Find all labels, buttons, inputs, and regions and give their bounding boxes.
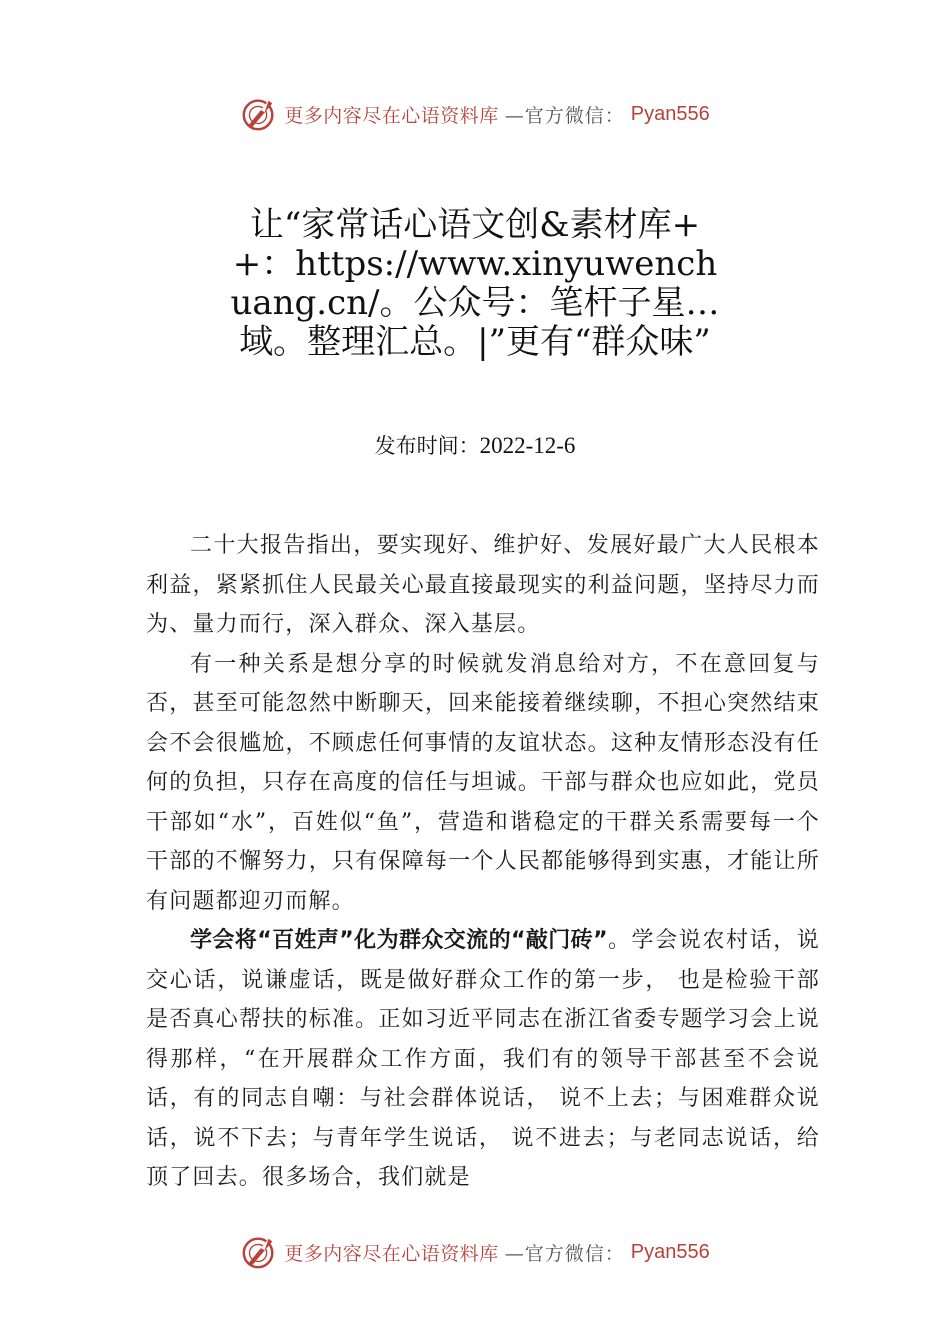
banner-lead-text: 更多内容尽在心语资料库 [284, 104, 499, 127]
paragraph [146, 921, 820, 1198]
banner-lead-text: 更多内容尽在心语资料库 [284, 1242, 499, 1265]
banner-wechat-id: Pyan556 [630, 1240, 710, 1263]
article-body [146, 526, 820, 1198]
paragraph-text: 。学会说农村话，说交心话，说谦虚话，既是做好群众工作的第一步， 也是检验干部是否真心帮扶的标准。正如习近平同志在浙江省委专题学习会上说得那样，“在开展群众工作方面，我们有的领导干部甚至不会说话，有的同志自嘲：与社会群体说话， 说不上去；与困难群众说话，说不下去；与青年学生说话， 说不进去；与老同志说话，给顶了回去。很多场合，我们就是 [146, 928, 820, 1190]
publish-date [0, 430, 950, 460]
quill-logo-icon [240, 1233, 278, 1271]
header-watermark [0, 94, 950, 134]
paragraph [146, 645, 820, 922]
quill-logo-icon [240, 95, 278, 133]
paragraph [146, 526, 820, 645]
publish-date-label: 发布时间： [374, 434, 480, 458]
banner-wechat-id: Pyan556 [630, 102, 710, 125]
banner-wechat-label: —官方微信： [504, 104, 625, 127]
paragraph-text: 有一种关系是想分享的时候就发消息给对方，不在意回复与否，甚至可能忽然中断聊天，回来能接着继续聊，不担心突然结束会不会很尴尬，不顾虑任何事情的友谊状态。这种友情形态没有任何的负担，只存在高度的信任与坦诚。干部与群众也应如此，党员干部如“水”，百姓似“鱼”，营造和谐稳定的干群关系需要每一个干部的不懈努力，只有保障每一个人民都能够得到实惠，才能让所有问题都迎刃而解。 [146, 651, 820, 914]
document-title: 让“家常话心语文创&素材库++：https://www.xinyuwenchuang.cn/。公众号：笔杆子星…域。整理汇总。|”更有“群众味” [230, 205, 720, 362]
paragraph-lead-heading: 学会将“百姓声”化为群众交流的“敲门砖” [190, 928, 608, 953]
publish-date-value: 2022-12-6 [479, 433, 576, 458]
banner-wechat-label: —官方微信： [504, 1242, 625, 1265]
paragraph-text: 二十大报告指出，要实现好、维护好、发展好最广大人民根本利益，紧紧抓住人民最关心最直接最现实的利益问题，坚持尽力而为、量力而行，深入群众、深入基层。 [146, 533, 820, 637]
footer-watermark [0, 1232, 950, 1272]
